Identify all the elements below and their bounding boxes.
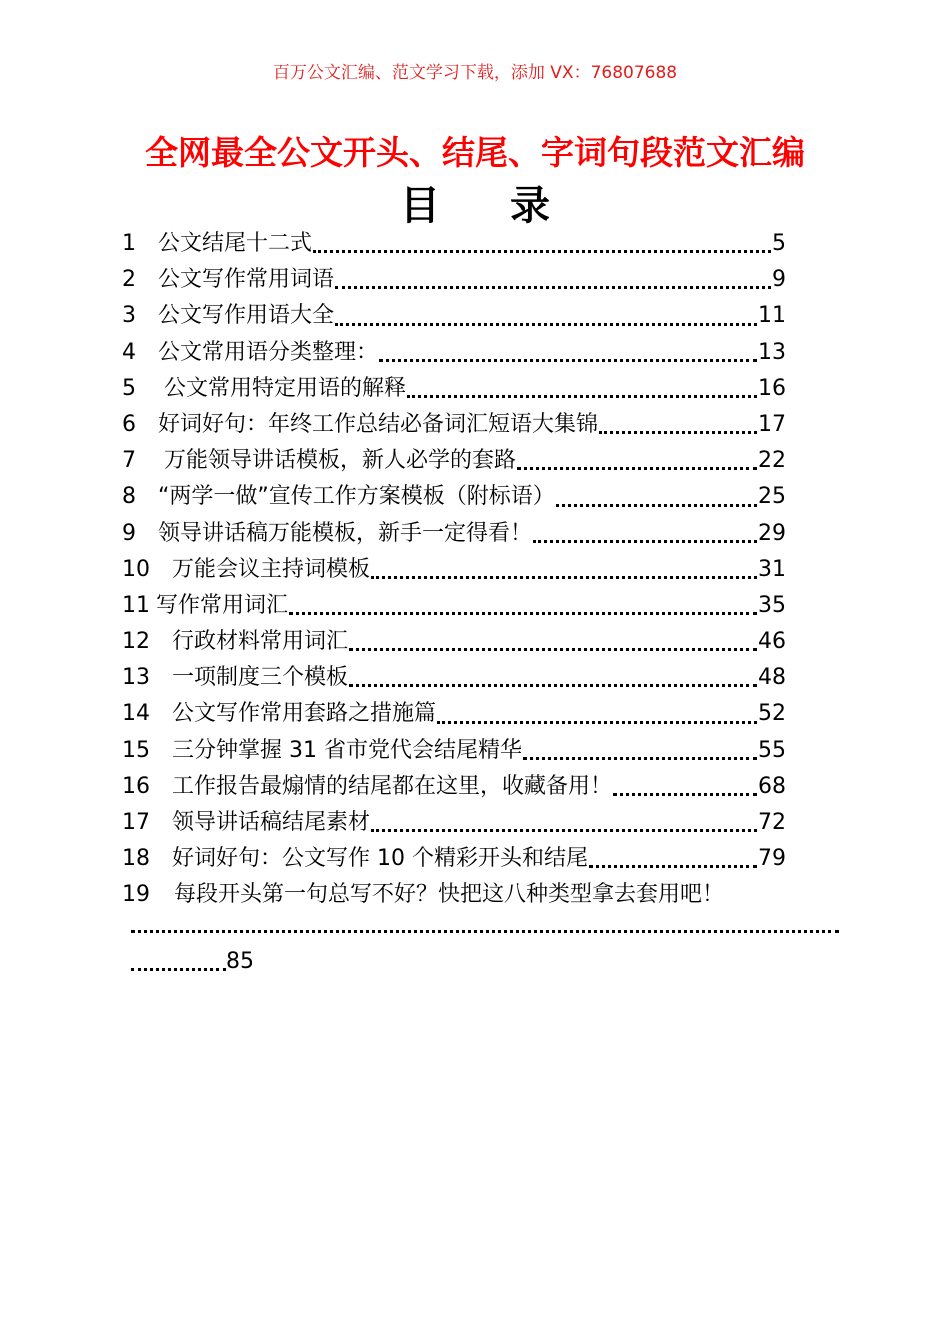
toc-entry-7[interactable] xyxy=(122,443,786,479)
toc-entry-title: 公文写作用语大全 xyxy=(158,303,335,329)
toc-entry-number: 15 xyxy=(122,737,150,763)
document-title: 全网最全公文开头、结尾、字词句段范文汇编 xyxy=(145,133,805,172)
toc-entry-16[interactable] xyxy=(122,769,786,805)
toc-entry-title: 好词好句：年终工作总结必备词汇短语大集锦 xyxy=(158,411,599,437)
toc-entry-13[interactable] xyxy=(122,660,786,696)
toc-entry-number: 7 xyxy=(122,448,136,474)
toc-entry-title: 公文常用语分类整理： xyxy=(158,339,379,365)
toc-entry-title: 领导讲话稿万能模板，新手一定得看！ xyxy=(158,520,533,546)
toc-entry-page: 46 xyxy=(758,629,786,655)
toc-entry-title: 万能会议主持词模板 xyxy=(172,556,371,582)
toc-entry-title: 一项制度三个模板 xyxy=(172,665,349,691)
toc-entry-page: 17 xyxy=(758,411,786,437)
toc-entry-number: 6 xyxy=(122,411,136,437)
toc-entry-number: 19 xyxy=(122,882,150,908)
toc-entry-page: 11 xyxy=(758,303,786,329)
toc-entry-title: 公文常用特定用语的解释 xyxy=(164,375,407,401)
toc-entry-19[interactable] xyxy=(122,877,786,913)
toc-entry-number: 9 xyxy=(122,520,136,546)
toc-entry-page: 22 xyxy=(758,448,786,474)
toc-entry-title: 领导讲话稿结尾素材 xyxy=(172,810,371,835)
toc-entry-2[interactable] xyxy=(122,262,786,298)
toc-entry-number: 3 xyxy=(122,303,136,329)
toc-heading-char2: 录 xyxy=(510,182,550,229)
leader-dots xyxy=(599,431,757,434)
toc-entry-page: 55 xyxy=(758,737,786,763)
toc-entry-number: 1 xyxy=(122,231,136,256)
leader-dots xyxy=(335,286,771,289)
toc-entry-number: 8 xyxy=(122,484,136,510)
toc-entry-5[interactable] xyxy=(122,371,786,407)
toc-entry-title: 每段开头第一句总写不好？快把这八种类型拿去套用吧！ xyxy=(174,882,725,908)
leader-dots xyxy=(589,865,757,868)
toc-entry-page: 52 xyxy=(758,701,786,727)
toc-entry-page: 25 xyxy=(758,484,786,510)
toc-entry-number: 18 xyxy=(122,846,150,872)
toc-entry-4[interactable] xyxy=(122,335,786,371)
toc-entry-number: 5 xyxy=(122,375,136,401)
leader-dots xyxy=(349,648,757,651)
leader-dots xyxy=(371,576,757,579)
leader-dots xyxy=(523,757,757,760)
toc-entry-number: 12 xyxy=(122,629,150,655)
table-of-contents xyxy=(122,226,786,914)
toc-entry-14[interactable] xyxy=(122,696,786,732)
toc-entry-page: 85 xyxy=(226,949,254,974)
toc-entry-title: 公文结尾十二式 xyxy=(158,231,313,256)
leader-dots xyxy=(335,323,757,326)
toc-entry-8[interactable] xyxy=(122,479,786,515)
toc-entry-title: 写作常用词汇 xyxy=(156,592,289,618)
leader-dots xyxy=(349,684,757,687)
toc-entry-10[interactable] xyxy=(122,552,786,588)
toc-entry-title: 公文写作常用词语 xyxy=(158,267,335,293)
toc-entry-title: 万能领导讲话模板，新人必学的套路 xyxy=(164,448,517,474)
toc-entry-page: 29 xyxy=(758,520,786,546)
toc-entry-11[interactable] xyxy=(122,588,786,624)
toc-entry-15[interactable] xyxy=(122,733,786,769)
toc-entry-1[interactable] xyxy=(122,226,786,262)
leader-dots-continuation xyxy=(131,930,839,933)
leader-dots xyxy=(131,968,226,971)
leader-dots xyxy=(379,359,757,362)
leader-dots xyxy=(556,504,757,507)
toc-entry-number: 13 xyxy=(122,665,150,691)
toc-entry-page: 13 xyxy=(758,339,786,365)
toc-entry-number: 16 xyxy=(122,773,150,799)
leader-dots xyxy=(613,793,757,796)
leader-dots xyxy=(313,250,771,253)
leader-dots xyxy=(407,395,757,398)
toc-entry-title: “两学一做”宣传工作方案模板（附标语） xyxy=(158,484,555,510)
toc-entry-12[interactable] xyxy=(122,624,786,660)
toc-entry-page: 72 xyxy=(758,810,786,835)
toc-entry-page: 68 xyxy=(758,773,786,799)
toc-entry-19-page-line xyxy=(131,944,254,980)
leader-dots xyxy=(437,721,757,724)
toc-entry-number: 14 xyxy=(122,701,150,727)
toc-entry-title: 三分钟掌握 31 省市党代会结尾精华 xyxy=(172,737,522,763)
toc-entry-17[interactable] xyxy=(122,805,786,841)
toc-entry-number: 10 xyxy=(122,556,150,582)
toc-entry-number: 2 xyxy=(122,267,136,293)
toc-entry-18[interactable] xyxy=(122,841,786,877)
toc-entry-title: 好词好句：公文写作 10 个精彩开头和结尾 xyxy=(172,846,588,872)
toc-entry-page: 48 xyxy=(758,665,786,691)
toc-entry-title: 公文写作常用套路之措施篇 xyxy=(172,701,437,727)
toc-entry-3[interactable] xyxy=(122,298,786,334)
toc-entry-6[interactable] xyxy=(122,407,786,443)
leader-dots xyxy=(533,540,757,543)
toc-entry-title: 行政材料常用词汇 xyxy=(172,629,349,655)
toc-entry-page: 5 xyxy=(772,231,786,256)
toc-entry-page: 31 xyxy=(758,556,786,582)
toc-entry-page: 16 xyxy=(758,375,786,401)
toc-entry-page: 79 xyxy=(758,846,786,872)
toc-heading-char1: 目 xyxy=(400,182,440,229)
leader-dots xyxy=(517,467,757,470)
toc-entry-page: 35 xyxy=(758,592,786,618)
toc-entry-page: 9 xyxy=(772,267,786,293)
toc-entry-title: 工作报告最煽情的结尾都在这里，收藏备用！ xyxy=(172,773,613,799)
toc-entry-number: 4 xyxy=(122,339,136,365)
watermark-text: 百万公文汇编、范文学习下载，添加 VX：76807688 xyxy=(272,63,678,83)
toc-heading xyxy=(0,174,950,231)
leader-dots xyxy=(289,612,757,615)
toc-entry-9[interactable] xyxy=(122,516,786,552)
leader-dots xyxy=(371,829,757,832)
toc-entry-number: 17 xyxy=(122,810,150,835)
toc-entry-number: 11 xyxy=(122,592,150,618)
